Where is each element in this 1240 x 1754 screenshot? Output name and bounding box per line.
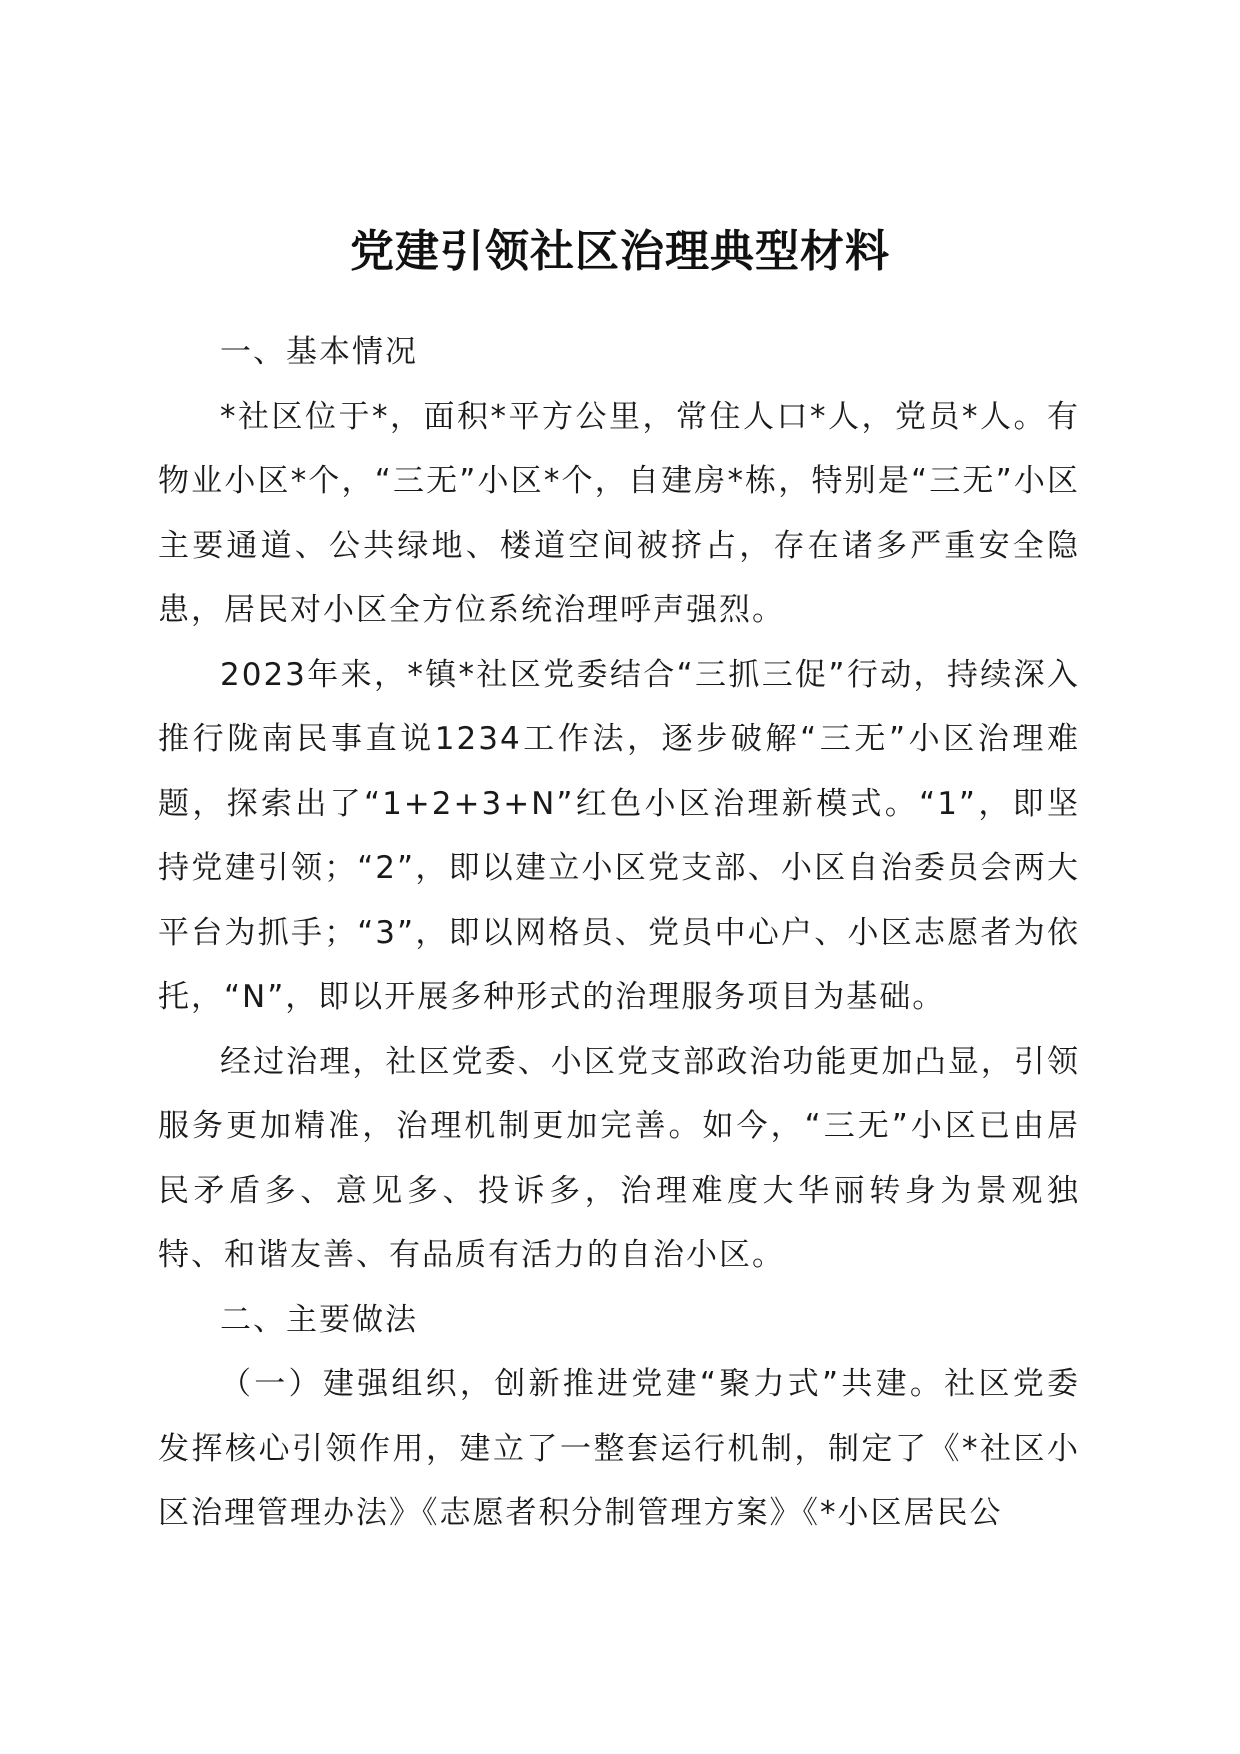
section-heading-main-practices: 二、主要做法 [220, 1301, 418, 1338]
paragraph-governance-results: 经过治理，社区党委、小区党支部政治功能更加凸显，引领服务更加精准，治理机制更加完善。如今，“三无”小区已由居民矛盾多、意见多、投诉多，治理难度大华丽转身为景观独特、和谐友善、有品质有活力的自治小区。 [158, 1043, 1080, 1273]
document-body [158, 320, 1080, 1546]
paragraph-governance-model: 2023年来，*镇*社区党委结合“三抓三促”行动，持续深入推行陇南民事直说1234工作法，逐步破解“三无”小区治理难题，探索出了“1+2+3+N”红色小区治理新模式。“1”，即坚持党建引领；“2”，即以建立小区党支部、小区自治委员会两大平台为抓手；“3”，即以网格员、党员中心户、小区志愿者为依托，“N”，即以开展多种形式的治理服务项目为基础。 [158, 656, 1080, 1015]
section-heading-basic-situation: 一、基本情况 [220, 334, 418, 370]
document-title: 党建引领社区治理典型材料 [350, 226, 890, 277]
paragraph-community-overview: *社区位于*，面积*平方公里，常住人口*人，党员*人。有物业小区*个，“三无”小区*个，自建房*栋，特别是“三无”小区主要通道、公共绿地、楼道空间被挤占，存在诸多严重安全隐患，居民对小区全方位系统治理呼声强烈。 [158, 398, 1080, 628]
paragraph-organization-building: （一）建强组织，创新推进党建“聚力式”共建。社区党委发挥核心引领作用，建立了一整套运行机制，制定了《*社区小区治理管理办法》《志愿者积分制管理方案》《*小区居民公 [158, 1366, 1080, 1531]
